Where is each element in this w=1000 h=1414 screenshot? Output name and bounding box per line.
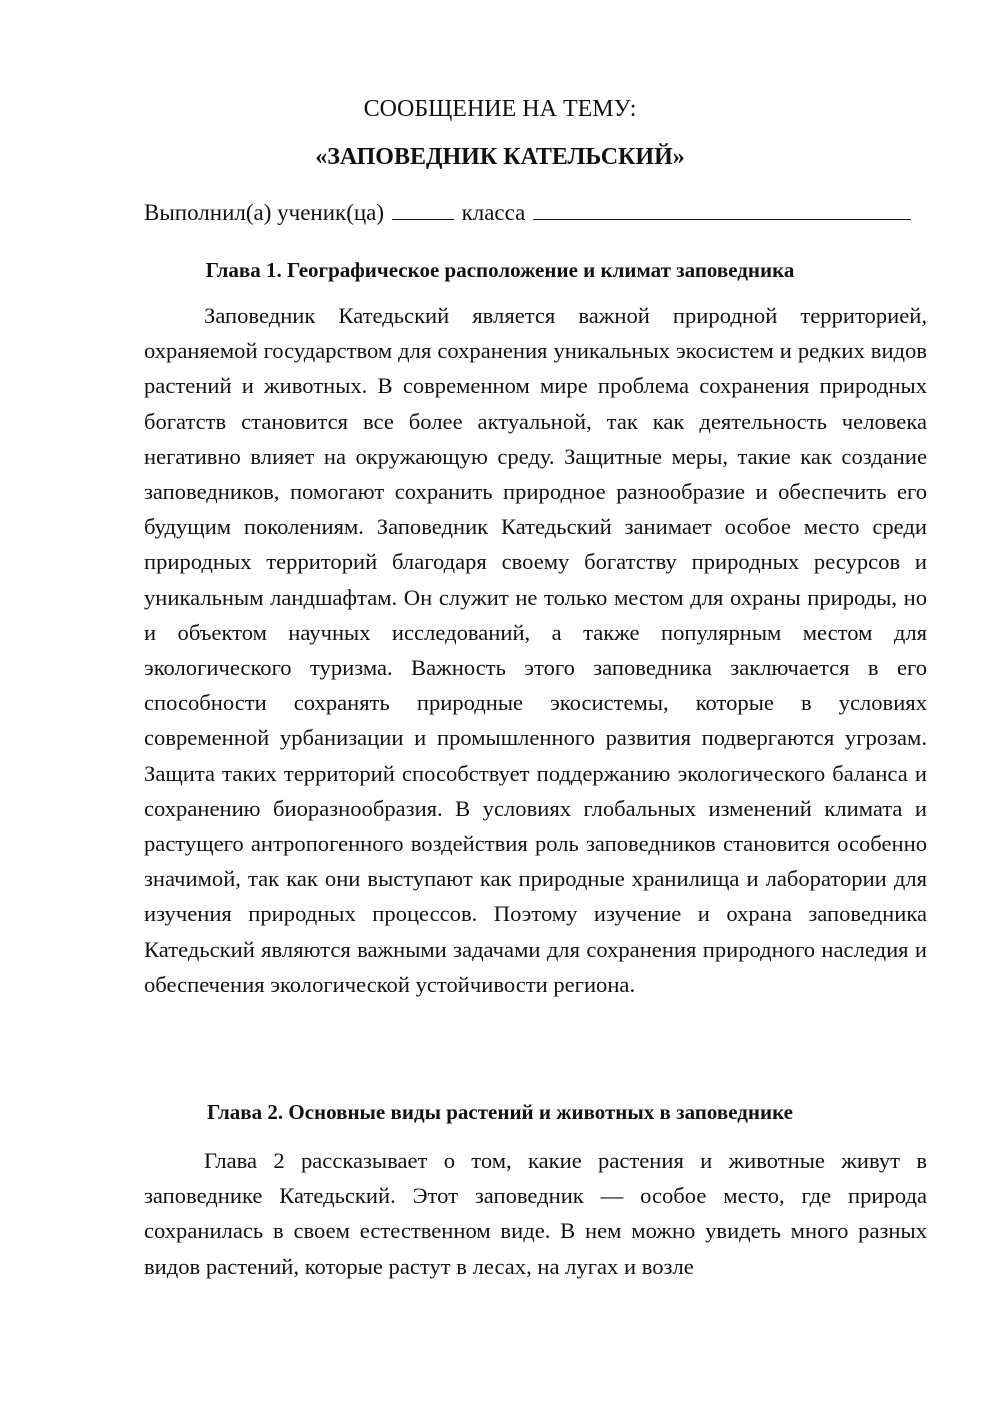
document-title-line-1: СООБЩЕНИЕ НА ТЕМУ: xyxy=(363,96,637,122)
document-title-line-2: «ЗАПОВЕДНИК КАТЕЛЬСКИЙ» xyxy=(315,144,685,170)
byline-student-label: Выполнил(а) ученик(ца) xyxy=(144,200,385,225)
chapter-2-paragraph: Глава 2 рассказывает о том, какие растения и животные живут в заповеднике Катедьский. Этот заповедник — особое место, где природа сохранилась в своем естественном виде. В нем можно увидеть много разных видов растений, которые растут в лесах, на лугах и возле xyxy=(144,1148,927,1279)
student-name-blank xyxy=(533,199,911,220)
author-byline xyxy=(144,198,934,228)
byline-class-label: класса xyxy=(461,200,526,225)
chapter-2-heading: Глава 2. Основные виды растений и животных в заповеднике xyxy=(207,1100,793,1124)
chapter-1-heading: Глава 1. Географическое расположение и климат заповедника xyxy=(205,258,795,282)
class-number-blank xyxy=(392,199,454,220)
chapter-1-paragraph: Заповедник Катедьский является важной природной территорией, охраняемой государством для сохранения уникальных экосистем и редких видов растений и животных. В современном мире проблема сохранения природных богатств становится все более актуальной, так как деятельность человека негативно влияет на окружающую среду. Защитные меры, такие как создание заповедников, помогают сохранить природное разнообразие и обеспечить его будущим поколениям. Заповедник Катедьский занимает особое место среди природных территорий благодаря своему богатству природных ресурсов и уникальным ландшафтам. Он служит не только местом для охраны природы, но и объектом научных исследований, а также популярным местом для экологического туризма. Важность этого заповедника заключается в его способности сохранять природные экосистемы, которые в условиях современной урбанизации и промышленного развития подвергаются угрозам. Защита таких территорий способствует поддержанию экологического баланса и сохранению биоразнообразия. В условиях глобальных изменений климата и растущего антропогенного воздействия роль заповедников становится особенно значимой, так как они выступают как природные хранилища и лаборатории для изучения природных процессов. Поэтому изучение и охрана заповедника Катедьский являются важными задачами для сохранения природного наследия и обеспечения экологической устойчивости региона. xyxy=(144,303,927,997)
